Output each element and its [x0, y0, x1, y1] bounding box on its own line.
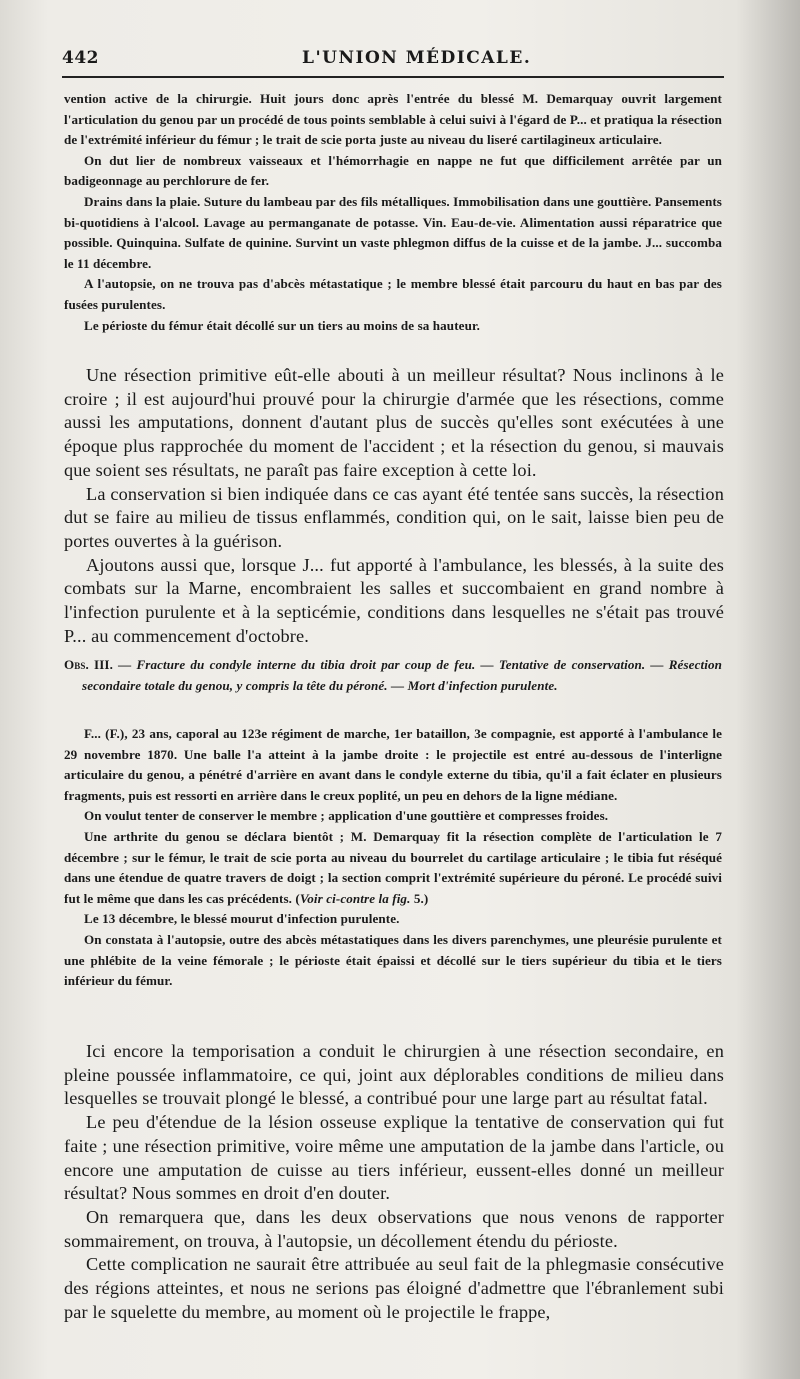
paragraph: On remarquera que, dans les deux observations que nous venons de rapporter sommairement, on trouva, à l'autopsie, un décollement étendu du périoste.	[64, 1206, 724, 1251]
paragraph	[64, 827, 722, 909]
paragraph: Ajoutons aussi que, lorsque J... fut apporté à l'ambulance, les blessés, à la suite des combats sur la Marne, encombraient les salles et succombaient en grand nombre à l'infection purulente et à la septicémie, conditions dans lesquelles ne s'était pas trouvé P... au commencement d'octobre.	[64, 554, 724, 646]
paragraph: Le périoste du fémur était décollé sur un tiers au moins de sa hauteur.	[84, 317, 481, 333]
paragraph: La conservation si bien indiquée dans ce cas ayant été tentée sans succès, la résection dut se faire au milieu de tissus enflammés, condition qui, on le sait, laisse bien peu de portes ouvertes à la guérison.	[64, 483, 724, 551]
figure-ref-open: (	[292, 890, 300, 906]
paragraph: Cette complication ne saurait être attribuée au seul fait de la phlegmasie consécutive des régions atteintes, et nous ne serions pas éloigné d'admettre que l'ébranlement subi par le squelette du membre, au moment où le projectile le frappe,	[64, 1254, 724, 1322]
observation-title-text: — Fracture du condyle interne du tibia droit par coup de feu. — Tentative de conservation. — Résection secondaire totale du genou, y compris la tête du péroné. — Mort d'infection purulente.	[82, 657, 722, 693]
running-title: L'UNION MÉDICALE.	[302, 48, 532, 68]
paragraph: A l'autopsie, on ne trouva pas d'abcès métastatique ; le membre blessé était parcouru du haut en bas par des fusées purulentes.	[64, 276, 722, 312]
header-rule	[62, 76, 724, 78]
paragraph: Une résection primitive eût-elle abouti à un meilleur résultat? Nous inclinons à le croire ; il est aujourd'hui prouvé pour la chirurgie d'armée que les résections, comme aussi les amputations, donnent d'autant plus de succès qu'elles sont exécutées à une époque plus rapprochée du moment de l'accident ; et la résection du genou, si mauvais que soient ses résultats, ne paraît pas faire exception à cette loi.	[64, 365, 724, 480]
page-header	[62, 44, 722, 76]
observation-heading	[64, 655, 722, 696]
paragraph: Drains dans la plaie. Suture du lambeau par des fils métalliques. Immobilisation dans une gouttière. Pansements bi-quotidiens à l'alcool. Lavage au permanganate de potasse. Vin. Eau-de-vie. Alimentation aussi réparatrice que possible. Quinquina. Sulfate de quinine. Survint un vaste phlegmon diffus de la cuisse et de la jambe. J... succomba le 11 décembre.	[64, 193, 722, 271]
paragraph: On dut lier de nombreux vaisseaux et l'hémorrhagie en nappe ne fut que difficilement arrêtée par un badigeonnage au perchlorure de fer.	[64, 152, 722, 189]
page-number: 442	[62, 48, 99, 68]
figure-reference: Voir ci-contre la fig.	[299, 890, 411, 906]
observation-label: Obs. III.	[64, 657, 113, 672]
observation-body	[64, 724, 722, 992]
discussion-section	[64, 1040, 724, 1324]
paragraph: On voulut tenter de conserver le membre ; application d'une gouttière et compresses froides.	[84, 808, 609, 824]
commentary-section	[64, 364, 724, 648]
paragraph: Le peu d'étendue de la lésion osseuse explique la tentative de conservation qui fut faite ; une résection primitive, voire même une amputation de la jambe dans l'article, ou encore une amputation de cuisse au tiers inférieur, eussent-elles donné un meilleur résultat? Nous sommes en droit d'en douter.	[64, 1112, 724, 1204]
observation-continuation	[64, 89, 722, 336]
paragraph: vention active de la chirurgie. Huit jours donc après l'entrée du blessé M. Demarquay ouvrit largement l'articulation du genou par un procédé de tous points semblable à celui suivi à l'égard de P... et pratiqua la résection de l'extrémité inférieur du fémur ; le trait de scie porta juste au niveau du liseré cartilagineux articulaire.	[64, 91, 722, 148]
paragraph: Le 13 décembre, le blessé mourut d'infection purulente.	[84, 911, 400, 927]
paragraph: Ici encore la temporisation a conduit le chirurgien à une résection secondaire, en pleine poussée inflammatoire, ce qui, joint aux déplorables conditions de milieu dans lesquelles se trouvait plongé le blessé, a contribué pour une large part au résultat fatal.	[64, 1041, 724, 1109]
paragraph-text: Une arthrite du genou se déclara bientôt ; M. Demarquay fit la résection complète de l'articulation le 7 décembre ; sur le fémur, le trait de scie porta au niveau du bourrelet du cartilage articulaire ; le tibia fut réséqué dans une étendue de quatre travers de doigt ; la section comprit l'extrémité supérieure du péroné. Le procédé suivi fut le même que dans les cas précédents.	[64, 828, 722, 906]
observation-title	[64, 655, 722, 696]
paragraph: On constata à l'autopsie, outre des abcès métastatiques dans les divers parenchymes, une pleurésie purulente et une phlébite de la veine fémorale ; le périoste était épaissi et décollé sur le tiers supérieur du tibia et le tiers inférieur du fémur.	[64, 931, 722, 989]
figure-ref-close: 5.)	[410, 890, 429, 906]
paragraph: F... (F.), 23 ans, caporal au 123e régiment de marche, 1er bataillon, 3e compagnie, est apporté à l'ambulance le 29 novembre 1870. Une balle l'a atteint à la jambe droite : le projectile est entré au-dessous de l'interligne articulaire du genou, a pénétré d'arrière en avant dans le condyle externe du tibia, qu'il a fait éclater en plusieurs fragments, puis est ressorti en arrière dans le creux poplité, un peu en dehors de la ligne médiane.	[64, 726, 722, 803]
